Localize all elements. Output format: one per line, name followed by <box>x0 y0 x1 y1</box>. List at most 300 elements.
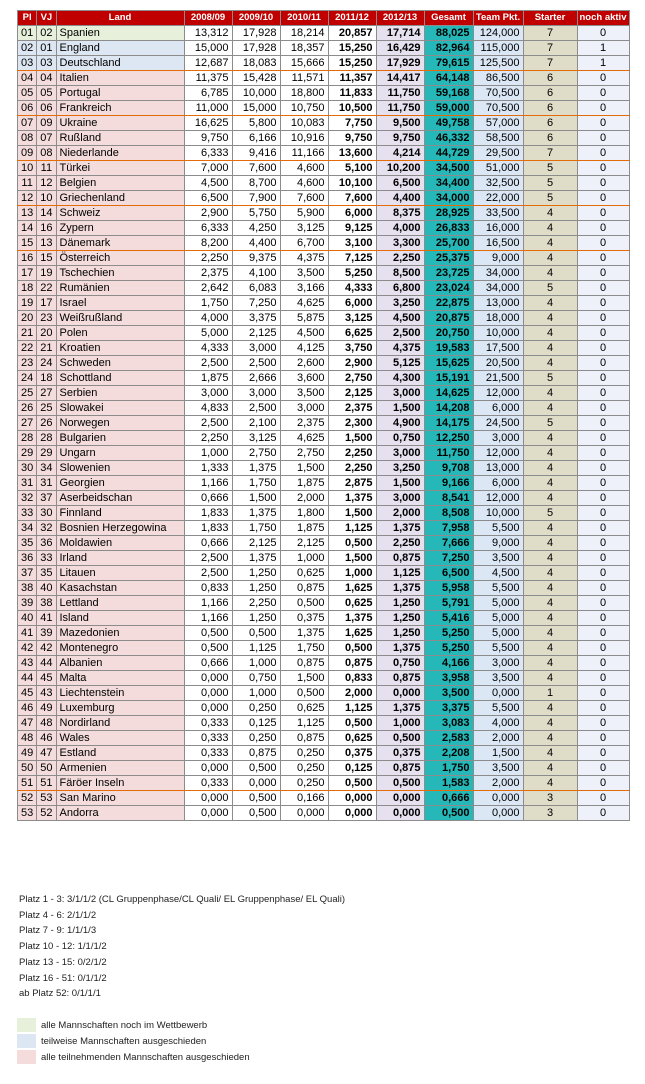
cell-gesamt: 25,375 <box>424 251 473 266</box>
header-vj: VJ <box>37 11 56 26</box>
cell-gesamt: 22,875 <box>424 296 473 311</box>
cell-starter: 4 <box>523 356 577 371</box>
cell-2010-11: 18,357 <box>280 41 328 56</box>
cell-vorjahr: 47 <box>37 746 56 761</box>
cell-gesamt: 3,500 <box>424 686 473 701</box>
cell-2008-09: 1,166 <box>184 611 232 626</box>
table-row <box>18 446 630 461</box>
cell-gesamt: 3,083 <box>424 716 473 731</box>
cell-vorjahr: 38 <box>37 596 56 611</box>
legend-item-green <box>17 1017 250 1033</box>
cell-2009-10: 15,428 <box>232 71 280 86</box>
cell-gesamt: 9,166 <box>424 476 473 491</box>
cell-2012-13: 3,000 <box>376 491 424 506</box>
cell-vorjahr: 31 <box>37 476 56 491</box>
cell-2009-10: 5,800 <box>232 116 280 131</box>
legend-label: teilweise Mannschaften ausgeschieden <box>41 1035 207 1047</box>
cell-2011-12: 9,125 <box>328 221 376 236</box>
cell-2012-13: 4,900 <box>376 416 424 431</box>
cell-2008-09: 0,333 <box>184 746 232 761</box>
cell-platz: 36 <box>18 551 37 566</box>
cell-2010-11: 1,500 <box>280 671 328 686</box>
cell-2008-09: 1,875 <box>184 371 232 386</box>
cell-land: Italien <box>56 71 184 86</box>
cell-2012-13: 0,500 <box>376 776 424 791</box>
cell-starter: 4 <box>523 491 577 506</box>
legend-swatch-red <box>17 1050 36 1064</box>
cell-2008-09: 6,333 <box>184 146 232 161</box>
cell-platz: 30 <box>18 461 37 476</box>
cell-gesamt: 6,500 <box>424 566 473 581</box>
cell-gesamt: 26,833 <box>424 221 473 236</box>
cell-noch-aktiv: 0 <box>577 296 629 311</box>
cell-2010-11: 4,625 <box>280 296 328 311</box>
cell-gesamt: 2,583 <box>424 731 473 746</box>
cell-team-pkt: 18,000 <box>473 311 523 326</box>
cell-2008-09: 2,500 <box>184 416 232 431</box>
cell-2010-11: 0,500 <box>280 596 328 611</box>
cell-starter: 3 <box>523 806 577 821</box>
cell-2009-10: 0,125 <box>232 716 280 731</box>
cell-2012-13: 2,250 <box>376 536 424 551</box>
cell-vorjahr: 33 <box>37 551 56 566</box>
cell-team-pkt: 3,500 <box>473 671 523 686</box>
cell-noch-aktiv: 0 <box>577 101 629 116</box>
cell-noch-aktiv: 0 <box>577 71 629 86</box>
coefficient-table-wrapper <box>17 10 630 821</box>
cell-2012-13: 4,500 <box>376 311 424 326</box>
cell-2009-10: 17,928 <box>232 26 280 41</box>
cell-gesamt: 7,250 <box>424 551 473 566</box>
cell-land: Bulgarien <box>56 431 184 446</box>
cell-2008-09: 2,500 <box>184 551 232 566</box>
cell-2008-09: 2,642 <box>184 281 232 296</box>
table-row <box>18 761 630 776</box>
cell-vorjahr: 52 <box>37 806 56 821</box>
cell-2012-13: 1,250 <box>376 626 424 641</box>
cell-starter: 4 <box>523 611 577 626</box>
cell-land: Andorra <box>56 806 184 821</box>
cell-land: Tschechien <box>56 266 184 281</box>
cell-2008-09: 2,250 <box>184 431 232 446</box>
cell-2011-12: 13,600 <box>328 146 376 161</box>
cell-2009-10: 0,500 <box>232 761 280 776</box>
cell-team-pkt: 3,000 <box>473 431 523 446</box>
cell-2011-12: 1,625 <box>328 626 376 641</box>
cell-gesamt: 8,541 <box>424 491 473 506</box>
cell-starter: 4 <box>523 776 577 791</box>
cell-team-pkt: 5,500 <box>473 581 523 596</box>
cell-vorjahr: 01 <box>37 41 56 56</box>
cell-team-pkt: 34,000 <box>473 281 523 296</box>
cell-2009-10: 0,250 <box>232 731 280 746</box>
cell-vorjahr: 27 <box>37 386 56 401</box>
cell-vorjahr: 49 <box>37 701 56 716</box>
cell-gesamt: 28,925 <box>424 206 473 221</box>
cell-gesamt: 82,964 <box>424 41 473 56</box>
cell-noch-aktiv: 0 <box>577 656 629 671</box>
cell-2011-12: 15,250 <box>328 41 376 56</box>
cell-platz: 53 <box>18 806 37 821</box>
cell-2010-11: 0,250 <box>280 761 328 776</box>
cell-team-pkt: 33,500 <box>473 206 523 221</box>
cell-gesamt: 7,666 <box>424 536 473 551</box>
cell-team-pkt: 1,500 <box>473 746 523 761</box>
cell-starter: 4 <box>523 581 577 596</box>
legend-label: alle teilnehmenden Mannschaften ausgeschieden <box>41 1051 250 1063</box>
cell-2012-13: 3,250 <box>376 296 424 311</box>
cell-team-pkt: 24,500 <box>473 416 523 431</box>
cell-platz: 45 <box>18 686 37 701</box>
cell-land: Türkei <box>56 161 184 176</box>
table-row <box>18 146 630 161</box>
cell-team-pkt: 16,000 <box>473 221 523 236</box>
cell-2010-11: 1,000 <box>280 551 328 566</box>
cell-platz: 44 <box>18 671 37 686</box>
cell-2010-11: 0,250 <box>280 746 328 761</box>
table-row <box>18 371 630 386</box>
table-row <box>18 266 630 281</box>
cell-2010-11: 0,000 <box>280 806 328 821</box>
cell-noch-aktiv: 0 <box>577 626 629 641</box>
cell-2010-11: 3,500 <box>280 266 328 281</box>
legend-swatch-green <box>17 1018 36 1032</box>
cell-vorjahr: 13 <box>37 236 56 251</box>
cell-platz: 47 <box>18 716 37 731</box>
cell-platz: 12 <box>18 191 37 206</box>
cell-land: Moldawien <box>56 536 184 551</box>
cell-team-pkt: 5,000 <box>473 611 523 626</box>
table-row <box>18 251 630 266</box>
cell-2008-09: 0,333 <box>184 716 232 731</box>
cell-vorjahr: 20 <box>37 326 56 341</box>
cell-noch-aktiv: 0 <box>577 776 629 791</box>
cell-2010-11: 0,625 <box>280 566 328 581</box>
cell-2008-09: 2,250 <box>184 251 232 266</box>
cell-2011-12: 10,500 <box>328 101 376 116</box>
cell-2011-12: 0,500 <box>328 716 376 731</box>
cell-2008-09: 8,200 <box>184 236 232 251</box>
cell-starter: 4 <box>523 341 577 356</box>
cell-platz: 33 <box>18 506 37 521</box>
cell-land: Albanien <box>56 656 184 671</box>
cell-starter: 7 <box>523 56 577 71</box>
cell-gesamt: 23,725 <box>424 266 473 281</box>
header-noch-aktiv: noch aktiv <box>577 11 629 26</box>
cell-team-pkt: 70,500 <box>473 86 523 101</box>
cell-vorjahr: 53 <box>37 791 56 806</box>
cell-2009-10: 3,125 <box>232 431 280 446</box>
cell-2012-13: 17,929 <box>376 56 424 71</box>
cell-2012-13: 11,750 <box>376 86 424 101</box>
cell-land: Georgien <box>56 476 184 491</box>
cell-platz: 48 <box>18 731 37 746</box>
cell-starter: 4 <box>523 536 577 551</box>
cell-vorjahr: 03 <box>37 56 56 71</box>
cell-gesamt: 5,791 <box>424 596 473 611</box>
cell-starter: 7 <box>523 26 577 41</box>
cell-starter: 4 <box>523 431 577 446</box>
cell-starter: 4 <box>523 551 577 566</box>
cell-noch-aktiv: 0 <box>577 281 629 296</box>
cell-2011-12: 10,100 <box>328 176 376 191</box>
cell-noch-aktiv: 0 <box>577 731 629 746</box>
cell-land: Belgien <box>56 176 184 191</box>
cell-2011-12: 1,125 <box>328 701 376 716</box>
cell-2011-12: 15,250 <box>328 56 376 71</box>
cell-platz: 11 <box>18 176 37 191</box>
cell-2012-13: 2,250 <box>376 251 424 266</box>
cell-2009-10: 6,166 <box>232 131 280 146</box>
cell-2008-09: 1,750 <box>184 296 232 311</box>
cell-team-pkt: 9,000 <box>473 251 523 266</box>
cell-starter: 7 <box>523 146 577 161</box>
cell-vorjahr: 07 <box>37 131 56 146</box>
cell-platz: 13 <box>18 206 37 221</box>
table-row <box>18 401 630 416</box>
cell-2009-10: 3,000 <box>232 341 280 356</box>
cell-2011-12: 0,833 <box>328 671 376 686</box>
cell-team-pkt: 0,000 <box>473 686 523 701</box>
cell-gesamt: 1,583 <box>424 776 473 791</box>
cell-noch-aktiv: 0 <box>577 356 629 371</box>
cell-2010-11: 1,750 <box>280 641 328 656</box>
cell-2012-13: 17,714 <box>376 26 424 41</box>
cell-land: Slowakei <box>56 401 184 416</box>
cell-gesamt: 5,958 <box>424 581 473 596</box>
cell-2011-12: 6,000 <box>328 206 376 221</box>
table-row <box>18 581 630 596</box>
cell-land: Malta <box>56 671 184 686</box>
cell-2009-10: 2,100 <box>232 416 280 431</box>
table-row <box>18 386 630 401</box>
cell-team-pkt: 5,500 <box>473 701 523 716</box>
cell-2011-12: 1,375 <box>328 611 376 626</box>
cell-platz: 50 <box>18 761 37 776</box>
table-row <box>18 206 630 221</box>
cell-noch-aktiv: 0 <box>577 206 629 221</box>
cell-team-pkt: 3,500 <box>473 761 523 776</box>
cell-2009-10: 7,900 <box>232 191 280 206</box>
cell-noch-aktiv: 0 <box>577 146 629 161</box>
cell-platz: 27 <box>18 416 37 431</box>
header-2008-09: 2008/09 <box>184 11 232 26</box>
cell-2009-10: 0,500 <box>232 626 280 641</box>
cell-noch-aktiv: 0 <box>577 431 629 446</box>
cell-2008-09: 4,833 <box>184 401 232 416</box>
cell-2010-11: 1,800 <box>280 506 328 521</box>
cell-2012-13: 14,417 <box>376 71 424 86</box>
cell-2010-11: 5,875 <box>280 311 328 326</box>
cell-2010-11: 1,500 <box>280 461 328 476</box>
cell-2010-11: 1,875 <box>280 521 328 536</box>
cell-starter: 1 <box>523 686 577 701</box>
cell-2010-11: 10,916 <box>280 131 328 146</box>
cell-vorjahr: 42 <box>37 641 56 656</box>
cell-platz: 32 <box>18 491 37 506</box>
cell-gesamt: 12,250 <box>424 431 473 446</box>
cell-platz: 37 <box>18 566 37 581</box>
cell-2009-10: 4,100 <box>232 266 280 281</box>
cell-land: Finnland <box>56 506 184 521</box>
cell-starter: 4 <box>523 476 577 491</box>
cell-gesamt: 5,250 <box>424 626 473 641</box>
cell-2010-11: 2,125 <box>280 536 328 551</box>
table-row <box>18 176 630 191</box>
table-row <box>18 461 630 476</box>
cell-platz: 14 <box>18 221 37 236</box>
cell-land: Serbien <box>56 386 184 401</box>
cell-platz: 07 <box>18 116 37 131</box>
cell-starter: 4 <box>523 596 577 611</box>
cell-platz: 26 <box>18 401 37 416</box>
table-row <box>18 131 630 146</box>
cell-2012-13: 0,000 <box>376 686 424 701</box>
cell-2008-09: 4,333 <box>184 341 232 356</box>
cell-2011-12: 7,750 <box>328 116 376 131</box>
cell-platz: 28 <box>18 431 37 446</box>
cell-2010-11: 2,000 <box>280 491 328 506</box>
cell-gesamt: 8,508 <box>424 506 473 521</box>
cell-team-pkt: 0,000 <box>473 791 523 806</box>
header-team-pkt: Team Pkt. <box>473 11 523 26</box>
cell-2012-13: 8,375 <box>376 206 424 221</box>
cell-2012-13: 3,250 <box>376 461 424 476</box>
cell-2009-10: 1,250 <box>232 611 280 626</box>
cell-2011-12: 0,000 <box>328 806 376 821</box>
cell-land: Norwegen <box>56 416 184 431</box>
cell-gesamt: 1,750 <box>424 761 473 776</box>
cell-team-pkt: 3,000 <box>473 656 523 671</box>
cell-land: Griechenland <box>56 191 184 206</box>
cell-2009-10: 0,500 <box>232 806 280 821</box>
cell-vorjahr: 43 <box>37 686 56 701</box>
cell-2008-09: 6,785 <box>184 86 232 101</box>
cell-platz: 02 <box>18 41 37 56</box>
cell-starter: 4 <box>523 266 577 281</box>
cell-2011-12: 0,625 <box>328 731 376 746</box>
cell-2012-13: 1,500 <box>376 476 424 491</box>
cell-land: Israel <box>56 296 184 311</box>
legend-label: alle Mannschaften noch im Wettbewerb <box>41 1019 208 1031</box>
cell-2012-13: 0,000 <box>376 806 424 821</box>
cell-land: Spanien <box>56 26 184 41</box>
cell-2011-12: 3,125 <box>328 311 376 326</box>
table-row <box>18 236 630 251</box>
cell-2012-13: 4,400 <box>376 191 424 206</box>
cell-gesamt: 19,583 <box>424 341 473 356</box>
cell-2009-10: 1,375 <box>232 506 280 521</box>
cell-2008-09: 2,500 <box>184 566 232 581</box>
cell-team-pkt: 58,500 <box>473 131 523 146</box>
cell-land: Nordirland <box>56 716 184 731</box>
cell-2010-11: 7,600 <box>280 191 328 206</box>
cell-land: Aserbeidschan <box>56 491 184 506</box>
cell-noch-aktiv: 0 <box>577 236 629 251</box>
cell-2011-12: 2,250 <box>328 446 376 461</box>
cell-2012-13: 16,429 <box>376 41 424 56</box>
cell-team-pkt: 20,500 <box>473 356 523 371</box>
cell-vorjahr: 41 <box>37 611 56 626</box>
cell-starter: 4 <box>523 446 577 461</box>
cell-2012-13: 1,375 <box>376 581 424 596</box>
cell-gesamt: 14,625 <box>424 386 473 401</box>
cell-land: San Marino <box>56 791 184 806</box>
table-row <box>18 746 630 761</box>
cell-2008-09: 1,000 <box>184 446 232 461</box>
cell-land: Rußland <box>56 131 184 146</box>
cell-gesamt: 59,168 <box>424 86 473 101</box>
cell-2008-09: 11,375 <box>184 71 232 86</box>
cell-vorjahr: 24 <box>37 356 56 371</box>
cell-vorjahr: 37 <box>37 491 56 506</box>
cell-team-pkt: 17,500 <box>473 341 523 356</box>
note-line: ab Platz 52: 0/1/1/1 <box>19 988 101 1000</box>
cell-noch-aktiv: 0 <box>577 521 629 536</box>
table-row <box>18 416 630 431</box>
cell-vorjahr: 28 <box>37 431 56 446</box>
cell-2009-10: 2,250 <box>232 596 280 611</box>
cell-starter: 5 <box>523 176 577 191</box>
cell-starter: 4 <box>523 326 577 341</box>
cell-vorjahr: 17 <box>37 296 56 311</box>
cell-platz: 40 <box>18 611 37 626</box>
cell-2010-11: 4,125 <box>280 341 328 356</box>
note-line: Platz 10 - 12: 1/1/1/2 <box>19 941 107 953</box>
cell-gesamt: 44,729 <box>424 146 473 161</box>
cell-noch-aktiv: 0 <box>577 701 629 716</box>
cell-gesamt: 59,000 <box>424 101 473 116</box>
cell-noch-aktiv: 0 <box>577 266 629 281</box>
cell-2011-12: 7,600 <box>328 191 376 206</box>
cell-noch-aktiv: 0 <box>577 311 629 326</box>
cell-2008-09: 16,625 <box>184 116 232 131</box>
cell-2012-13: 1,375 <box>376 641 424 656</box>
cell-noch-aktiv: 0 <box>577 476 629 491</box>
cell-2008-09: 1,166 <box>184 596 232 611</box>
cell-noch-aktiv: 0 <box>577 116 629 131</box>
cell-2008-09: 0,666 <box>184 656 232 671</box>
cell-2010-11: 0,500 <box>280 686 328 701</box>
cell-vorjahr: 06 <box>37 101 56 116</box>
cell-land: Niederlande <box>56 146 184 161</box>
cell-2009-10: 0,875 <box>232 746 280 761</box>
table-row <box>18 731 630 746</box>
cell-2009-10: 2,666 <box>232 371 280 386</box>
cell-land: Armenien <box>56 761 184 776</box>
cell-2008-09: 1,333 <box>184 461 232 476</box>
cell-2009-10: 1,375 <box>232 551 280 566</box>
cell-2012-13: 10,200 <box>376 161 424 176</box>
cell-starter: 5 <box>523 416 577 431</box>
cell-gesamt: 20,750 <box>424 326 473 341</box>
cell-2012-13: 0,750 <box>376 431 424 446</box>
cell-2010-11: 15,666 <box>280 56 328 71</box>
cell-platz: 35 <box>18 536 37 551</box>
cell-gesamt: 4,166 <box>424 656 473 671</box>
cell-vorjahr: 51 <box>37 776 56 791</box>
cell-2012-13: 0,875 <box>376 761 424 776</box>
cell-2011-12: 2,300 <box>328 416 376 431</box>
cell-2011-12: 1,375 <box>328 491 376 506</box>
cell-land: Lettland <box>56 596 184 611</box>
legend-swatch-blue <box>17 1034 36 1048</box>
cell-2012-13: 0,500 <box>376 731 424 746</box>
cell-team-pkt: 12,000 <box>473 386 523 401</box>
cell-gesamt: 5,416 <box>424 611 473 626</box>
cell-team-pkt: 4,500 <box>473 566 523 581</box>
cell-team-pkt: 3,500 <box>473 551 523 566</box>
